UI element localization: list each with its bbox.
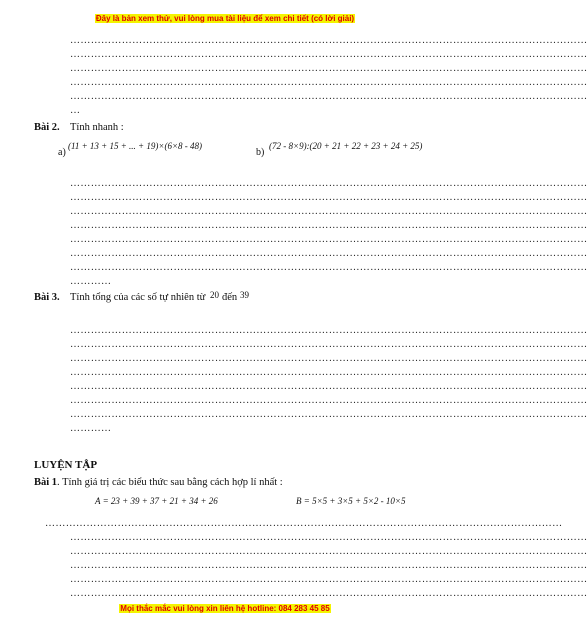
answer-line: …………………………………………………………………………………………………………………………………… — [70, 381, 588, 392]
exercise-3-connector: đến — [222, 292, 238, 303]
expression-a: A = 23 + 39 + 37 + 21 + 34 + 26 — [95, 496, 218, 506]
answer-line: …………………………………………………………………………………………………………………………………… — [70, 220, 588, 231]
answer-line: …………………………………………………………………………………………………………………………………… — [70, 560, 588, 571]
answer-line-end: ………… — [70, 423, 112, 434]
answer-line: …………………………………………………………………………………………………………………………………… — [70, 206, 588, 217]
part-a-label: a) — [58, 147, 66, 158]
answer-line-end: … — [70, 105, 81, 116]
answer-line: …………………………………………………………………………………………………………………………………… — [70, 234, 588, 245]
answer-line: …………………………………………………………………………………………………………………………………… — [70, 339, 588, 350]
answer-line: …………………………………………………………………………………………………………………………………… — [70, 353, 588, 364]
answer-line: …………………………………………………………………………………………………………………………………… — [70, 77, 588, 88]
answer-line: …………………………………………………………………………………………………………………………………… — [45, 518, 563, 529]
range-end-value: 39 — [240, 290, 249, 300]
answer-line: …………………………………………………………………………………………………………………………………… — [70, 409, 588, 420]
part-a-expression: (11 + 13 + 15 + ... + 19)×(6×8 - 48) — [68, 141, 203, 151]
exercise-3-text: Tính tổng của các số tự nhiên từ — [70, 292, 206, 303]
section-title: LUYỆN TẬP — [34, 459, 98, 471]
answer-line: …………………………………………………………………………………………………………………………………… — [70, 91, 588, 102]
answer-line: …………………………………………………………………………………………………………………………………… — [70, 546, 588, 557]
preview-notice-banner: Đây là bản xem thử, vui lòng mua tài liệu để xem chi tiết (có lời giải) — [95, 14, 355, 23]
answer-line: …………………………………………………………………………………………………………………………………… — [70, 192, 588, 203]
answer-line-end: ………… — [70, 276, 112, 287]
exercise-1-line — [34, 477, 283, 488]
answer-line: …………………………………………………………………………………………………………………………………… — [70, 35, 588, 46]
exercise-1-text: . Tính giá trị các biểu thức sau bằng cách hợp lí nhất : — [57, 477, 283, 488]
part-b-expression: (72 - 8×9):(20 + 21 + 22 + 23 + 24 + 25) — [269, 141, 423, 151]
hotline-footer-banner: Mọi thắc mắc vui lòng xin liên hệ hotline: 084 283 45 85 — [120, 604, 330, 613]
answer-line: …………………………………………………………………………………………………………………………………… — [70, 395, 588, 406]
answer-line: …………………………………………………………………………………………………………………………………… — [70, 63, 588, 74]
exercise-2-label: Bài 2. — [34, 122, 60, 133]
answer-line: …………………………………………………………………………………………………………………………………… — [70, 325, 588, 336]
answer-line: …………………………………………………………………………………………………………………………………… — [70, 532, 588, 543]
answer-line: …………………………………………………………………………………………………………………………………… — [70, 178, 588, 189]
answer-line: …………………………………………………………………………………………………………………………………… — [70, 262, 588, 273]
answer-line: …………………………………………………………………………………………………………………………………… — [70, 588, 588, 599]
answer-line: …………………………………………………………………………………………………………………………………… — [70, 248, 588, 259]
answer-line: …………………………………………………………………………………………………………………………………… — [70, 49, 588, 60]
answer-line: …………………………………………………………………………………………………………………………………… — [70, 574, 588, 585]
exercise-2-instruction: Tính nhanh : — [70, 122, 124, 133]
range-start-value: 20 — [210, 290, 219, 300]
exercise-3-label: Bài 3. — [34, 292, 60, 303]
answer-line: …………………………………………………………………………………………………………………………………… — [70, 367, 588, 378]
exercise-1-label: Bài 1 — [34, 477, 58, 488]
part-b-label: b) — [256, 147, 265, 158]
expression-b: B = 5×5 + 3×5 + 5×2 - 10×5 — [296, 496, 406, 506]
